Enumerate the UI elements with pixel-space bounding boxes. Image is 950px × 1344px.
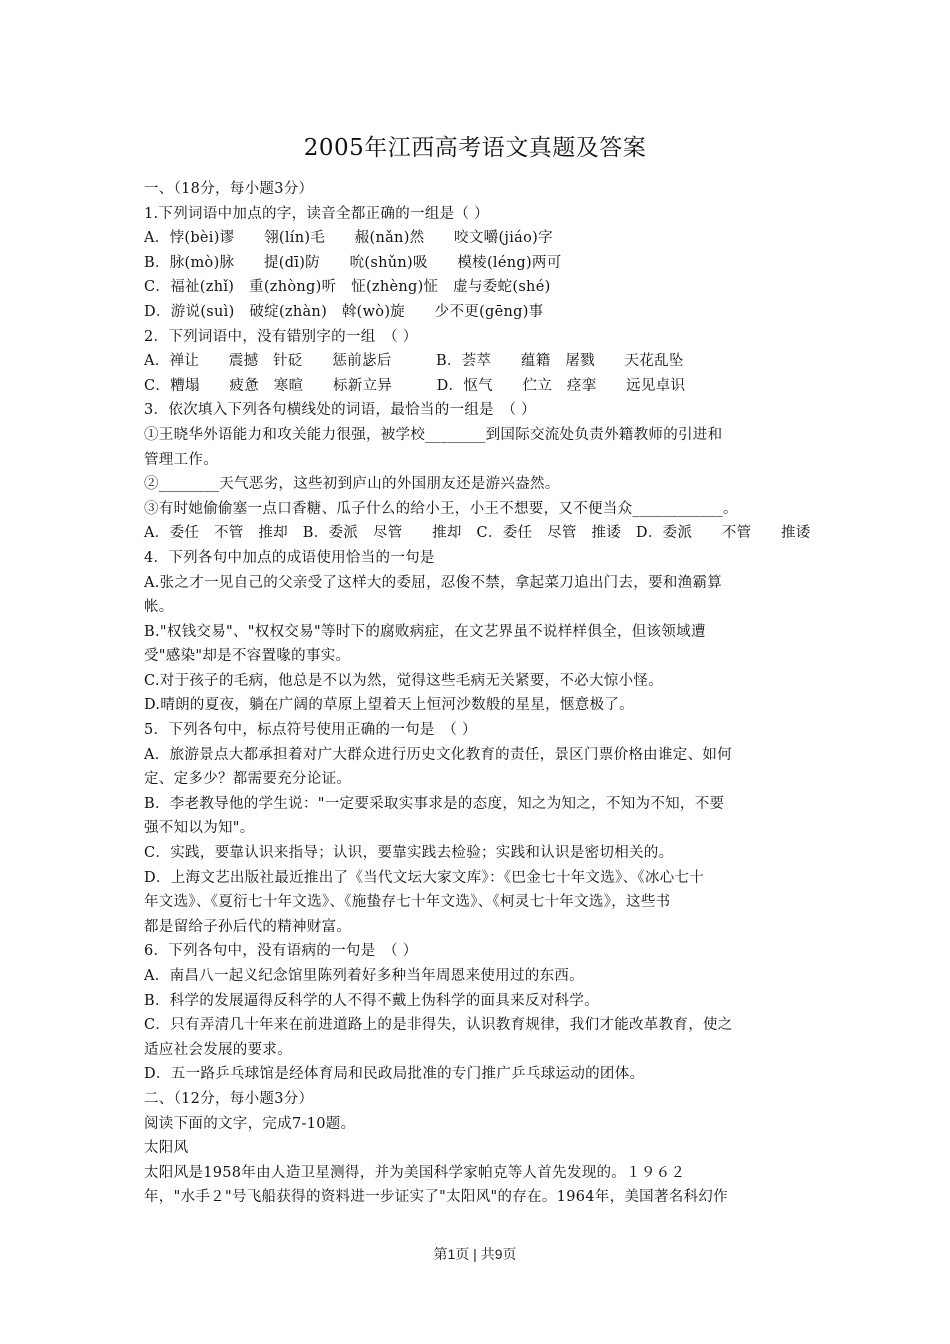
text-line: 年文选》、《夏衍七十年文选》、《施蛰存七十年文选》、《柯灵七十年文选》，这些书 [144, 894, 671, 911]
text-line: 帐。 [144, 599, 174, 616]
question-1: 1.下列词语中加点的字，读音全都正确的一组是（ ） [144, 205, 489, 222]
text-line: ②________天气恶劣，这些初到庐山的外国朋友还是游兴盎然。 [144, 476, 560, 493]
text-line: 都是留给子孙后代的精神财富。 [144, 918, 352, 935]
text-line: B．李老教导他的学生说："一定要采取实事求是的态度，知之为知之，不知为不知，不要 [144, 795, 725, 812]
option-line: B．脉(mò)脉 提(dī)防 吮(shǔn)吸 模棱(léng)两可 [144, 254, 562, 271]
text-line: 管理工作。 [144, 451, 218, 468]
text-line: C．只有弄清几十年来在前进道路上的是非得失，认识教育规律，我们才能改革教育，使之 [144, 1017, 733, 1034]
section-heading: 一、（18分，每小题3分） [144, 181, 314, 197]
text-line: A.张之才一见自己的父亲受了这样大的委屈，忍俊不禁，拿起菜刀追出门去，要和渔霸算 [144, 574, 723, 591]
text-line: 受"感染"却是不容置喙的事实。 [144, 648, 351, 665]
text-line: D．上海文艺出版社最近推出了《当代文坛大家文库》：《巴金七十年文选》、《冰心七十 [144, 869, 705, 886]
option-line: A．禅让 震撼 针砭 惩前毖后 B．荟萃 蕴籍 屠戮 天花乱坠 [144, 353, 684, 370]
text-line: D.晴朗的夏夜，躺在广阔的草原上望着天上恒河沙数般的星星，惬意极了。 [144, 697, 634, 714]
option-line: A．委任 不管 推却 B．委派 尽管 推却 C．委任 尽管 推诿 D．委派 不管 推诿 [144, 525, 811, 542]
option-line: D．游说(suì) 破绽(zhàn) 斡(wò)旋 少不更(gēng)事 [144, 303, 544, 320]
text-line: B."权钱交易"、"权权交易"等时下的腐败病症，在文艺界虽不说样样俱全，但该领域遭 [144, 623, 706, 640]
text-line: C.对于孩子的毛病，他总是不以为然，觉得这些毛病无关紧要，不必大惊小怪。 [144, 672, 663, 689]
option-line: A．悖(bèi)谬 翎(lín)毛 赧(nǎn)然 咬文嚼(jiáo)字 [144, 230, 553, 247]
section-heading: 二、（12分，每小题3分） [144, 1090, 314, 1107]
text-line: 阅读下面的文字，完成7-10题。 [144, 1115, 356, 1132]
question-2: 2．下列词语中，没有错别字的一组 （ ） [144, 328, 418, 345]
text-line: 强不知以为知"。 [144, 820, 255, 837]
question-5: 5．下列各句中，标点符号使用正确的一句是 （ ） [144, 722, 477, 739]
text-line: 适应社会发展的要求。 [144, 1041, 292, 1058]
text-line: B．科学的发展逼得反科学的人不得不戴上伪科学的面具来反对科学。 [144, 992, 599, 1009]
document-body [144, 177, 812, 1210]
text-line: 年，"水手２"号飞船获得的资料进一步证实了"太阳风"的存在。1964年，美国著名科幻作 [144, 1189, 728, 1206]
question-3: 3．依次填入下列各句横线处的词语，最恰当的一组是 （ ） [144, 402, 536, 419]
text-line: D．五一路乒乓球馆是经体育局和民政局批准的专门推广乒乓球运动的团体。 [144, 1066, 645, 1083]
text-line: ①王晓华外语能力和攻关能力很强，被学校________到国际交流处负责外籍教师的引进和 [144, 426, 723, 443]
text-line: A．旅游景点大都承担着对广大群众进行历史文化教育的责任，景区门票价格由谁定、如何 [144, 746, 732, 763]
text-line: A．南昌八一起义纪念馆里陈列着好多种当年周恩来使用过的东西。 [144, 968, 584, 984]
text-line: ③有时她偷偷塞一点口香糖、瓜子什么的给小王，小王不想要，又不便当众____________。 [144, 500, 738, 517]
question-6: 6．下列各句中，没有语病的一句是 （ ） [144, 943, 418, 960]
document-title: 2005年江西高考语文真题及答案 [303, 135, 647, 161]
text-line: C．实践，要靠认识来指导；认识，要靠实践去检验；实践和认识是密切相关的。 [144, 845, 674, 862]
question-4: 4．下列各句中加点的成语使用恰当的一句是 [144, 549, 435, 566]
text-line: 太阳风是1958年由人造卫星测得，并为美国科学家帕克等人首先发现的。１９６２ [144, 1164, 686, 1181]
text-line: 定、定多少？都需要充分论证。 [144, 771, 352, 788]
page-footer: 第1页 | 共9页 [433, 1246, 517, 1262]
option-line: C．糟塌 疲惫 寒暄 标新立异 D．怄气 伫立 痉挛 远见卓识 [144, 377, 686, 394]
passage-title: 太阳风 [144, 1140, 189, 1157]
option-line: C．福祉(zhǐ) 重(zhòng)听 怔(zhèng)怔 虚与委蛇(shé) [144, 279, 551, 296]
